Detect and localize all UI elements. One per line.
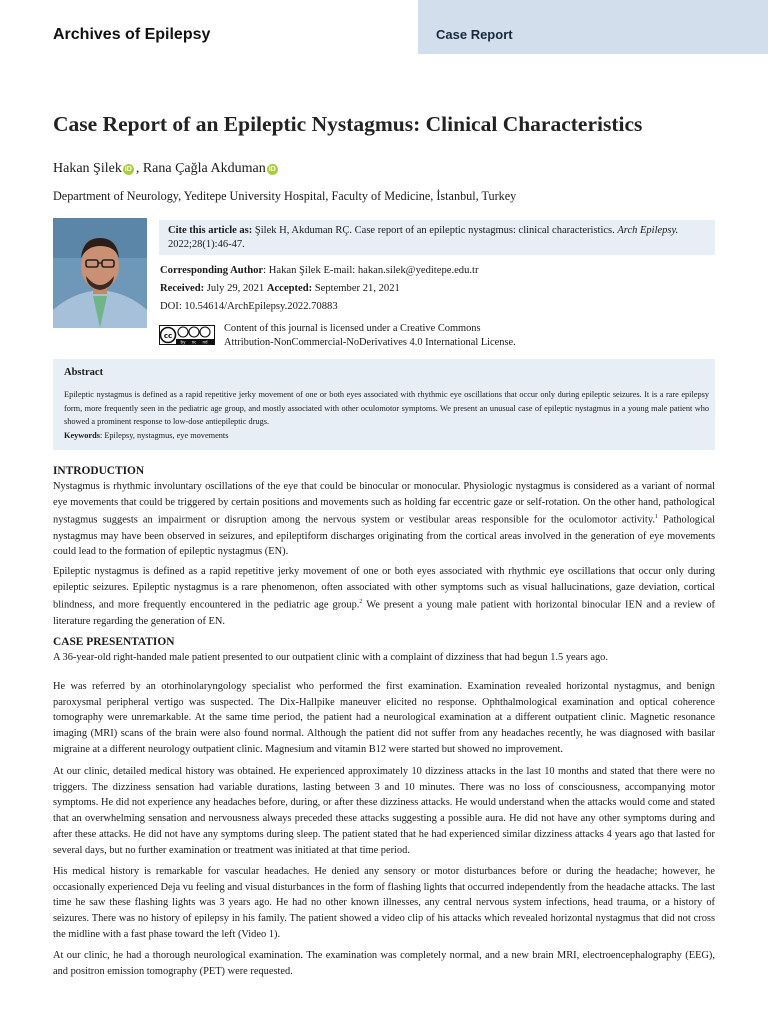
- citation-text: [168, 224, 683, 251]
- paragraph: [53, 564, 715, 629]
- abstract-heading: Abstract: [64, 367, 104, 378]
- paragraph: His medical history is remarkable for vascular headaches. He denied any sensory or motor disturbances before or during the headache; however, he occasionally experienced Deja vu feeling and visual disturbances in the form of flashing lights that occurred independently from the headache attacks. The last time he saw these flashing lights was 3 years ago. He had no other known illnesses, any central nervous system infections, head trauma, or a history of seizures. There was no history of epilepsy in his family. The patient showed a video clip of his attacks which revealed horizontal nystagmus that did not cross the midline with a fast phase toward the left (Video 1).: [53, 866, 715, 940]
- affiliation: Department of Neurology, Yeditepe University Hospital, Faculty of Medicine, İstanbul, Turkey: [53, 189, 517, 203]
- section-heading: INTRODUCTION: [53, 465, 145, 477]
- creative-commons-badge[interactable]: [159, 325, 215, 345]
- corresponding-author: [160, 265, 479, 276]
- citation-body: Şilek H, Akduman RÇ. Case report of an epileptic nystagmus: clinical characteristics.: [252, 225, 618, 236]
- author-name: Hakan Şilek: [53, 161, 122, 176]
- paragraph: He was referred by an otorhinolaryngology specialist who performed the first examination. Examination revealed horizontal nystagmus, and benign paroxysmal peripheral vertigo was suspected. The Dix-Hallpike maneuver elicited no response. Ophthalmological examination and optical coherence tomography were unremarkable. At the same time period, the patient had a neurological examination at a different outpatient clinic. Magnetic resonance imaging (MRI) scans of the brain were also found normal. Although the patient did not suffer from any headaches recently, he was diagnosed with basilar migraine at a different neurology outpatient clinic. Magnesium and vitamin B12 were started but showed no improvement.: [53, 681, 715, 755]
- paragraph-text: Epileptic nystagmus is defined as a rapid repetitive jerky movement of one or both eyes associated with rhythmic eye oscillations that occur only during epileptic seizures. Epileptic nystagmus is a rare phenomenon, often associated with other symptoms such as visual hallucinations, gaze deviation, cortical blindness, and more frequently encountered in the pediatric age group.: [53, 566, 715, 611]
- citation-label: Cite this article as:: [168, 225, 253, 236]
- cc-badge-text: nd: [202, 339, 208, 345]
- section-heading: CASE PRESENTATION: [53, 636, 175, 648]
- keywords-label: Keywords: [64, 430, 100, 440]
- paragraph-text: Pathological nystagmus may have been observed in seizures, and epileptiform discharges originating from the cortical areas involved in the generation of eye movements could lead to the formation of epileptic nystagmus (EN).: [53, 514, 715, 558]
- author-separator: ,: [135, 161, 143, 176]
- author-list: [53, 161, 280, 177]
- citation-journal: Arch Epilepsy.: [617, 225, 679, 236]
- paragraph: [53, 479, 715, 560]
- keywords: : Epilepsy, nystagmus, eye movements: [99, 430, 229, 440]
- license-notice: [224, 322, 516, 349]
- cc-badge-text: nc: [191, 339, 197, 345]
- corresponding-value[interactable]: : Hakan Şilek E-mail: hakan.silek@yeditepe.edu.tr: [263, 265, 479, 276]
- article-title: Case Report of an Epileptic Nystagmus: Clinical Characteristics: [53, 112, 643, 136]
- journal-name: Archives of Epilepsy: [53, 26, 211, 43]
- accepted-date: September 21, 2021: [312, 283, 400, 294]
- corresponding-label: Corresponding Author: [160, 265, 264, 276]
- article-dates: [160, 283, 400, 294]
- abstract-body: [64, 388, 709, 442]
- article-type-label: Case Report: [436, 27, 513, 42]
- orcid-icon[interactable]: iD: [124, 166, 132, 173]
- accepted-label: Accepted:: [266, 283, 313, 294]
- license-line: Attribution-NonCommercial-NoDerivatives 4.0 International License.: [224, 336, 516, 348]
- abstract-box: [53, 359, 715, 450]
- author-name: Rana Çağla Akduman: [142, 161, 266, 176]
- cc-badge-text: cc: [163, 331, 173, 340]
- paragraph-text: Nystagmus is rhythmic involuntary oscillations of the eye that could be binocular or monocular. Physiologic nystagmus is considered as a variant of normal eye movements that could be triggered by certain positions and movements such as holding far eccentric gaze or self-rotation. On the other hand, pathological nystagmus suggests an impairment or disruption among the nervous system or vestibular areas responsible for the oculomotor activity.: [53, 481, 715, 526]
- paragraph: At our clinic, he had a thorough neurological examination. The examination was completely normal, and a new brain MRI, electroencephalography (EEG), and positron emission tomography (PET) were requested.: [53, 950, 715, 977]
- orcid-icon[interactable]: iD: [268, 166, 276, 173]
- paragraph-text: We present a young male patient with horizontal binocular IEN and a review of literature regarding the generation of EN.: [53, 599, 716, 627]
- article-type-banner: [418, 0, 768, 54]
- reference-marker[interactable]: 1: [654, 514, 658, 521]
- license-line: Content of this journal is licensed under a Creative Commons: [224, 323, 481, 334]
- received-date: July 29, 2021: [204, 283, 267, 294]
- abstract-text: Epileptic nystagmus is defined as a rapid repetitive jerky movement of one or both eyes associated with rhythmic eye oscillations that occur only during epileptic seizures. It is a rare epilepsy form, more frequently seen in the pediatric age group, and mostly associated with other oculomotor symptoms. We present an unusual case of epileptic nystagmus in a young male patient who showed a prominent response to low-dose antiepileptic drugs.: [64, 390, 709, 426]
- doi-link[interactable]: DOI: 10.54614/ArchEpilepsy.2022.70883: [160, 301, 338, 312]
- citation-details: 2022;28(1):46-47.: [168, 238, 245, 250]
- cc-badge-text: by: [180, 339, 186, 345]
- reference-marker[interactable]: 2: [359, 599, 363, 606]
- paragraph: A 36-year-old right-handed male patient presented to our outpatient clinic with a complaint of dizziness that had begun 1.5 years ago.: [53, 652, 608, 663]
- received-label: Received:: [160, 283, 205, 294]
- author-photo: [53, 218, 147, 328]
- citation-box: [159, 220, 715, 255]
- paragraph: At our clinic, detailed medical history was obtained. He experienced approximately 10 dizziness attacks in the last 10 months and stated that there were no triggers. The dizziness sensation had variable durations, lasting between 3 and 10 minutes. There was no loss of consciousness, accompanying motor symptoms. He did not experience any headaches before, during, or after these dizziness attacks. He would understand when the attacks would come and stated that an overwhelming sensation and nervousness always preceded these attacks suggesting a possible aura. He did not have any other symptoms during and after these attacks. He did not have any symptoms during sleep. The patient stated that he had experienced similar dizziness attacks 4 years ago that lasted for several days, but no further examination or treatment was initiated at that time period.: [53, 766, 715, 856]
